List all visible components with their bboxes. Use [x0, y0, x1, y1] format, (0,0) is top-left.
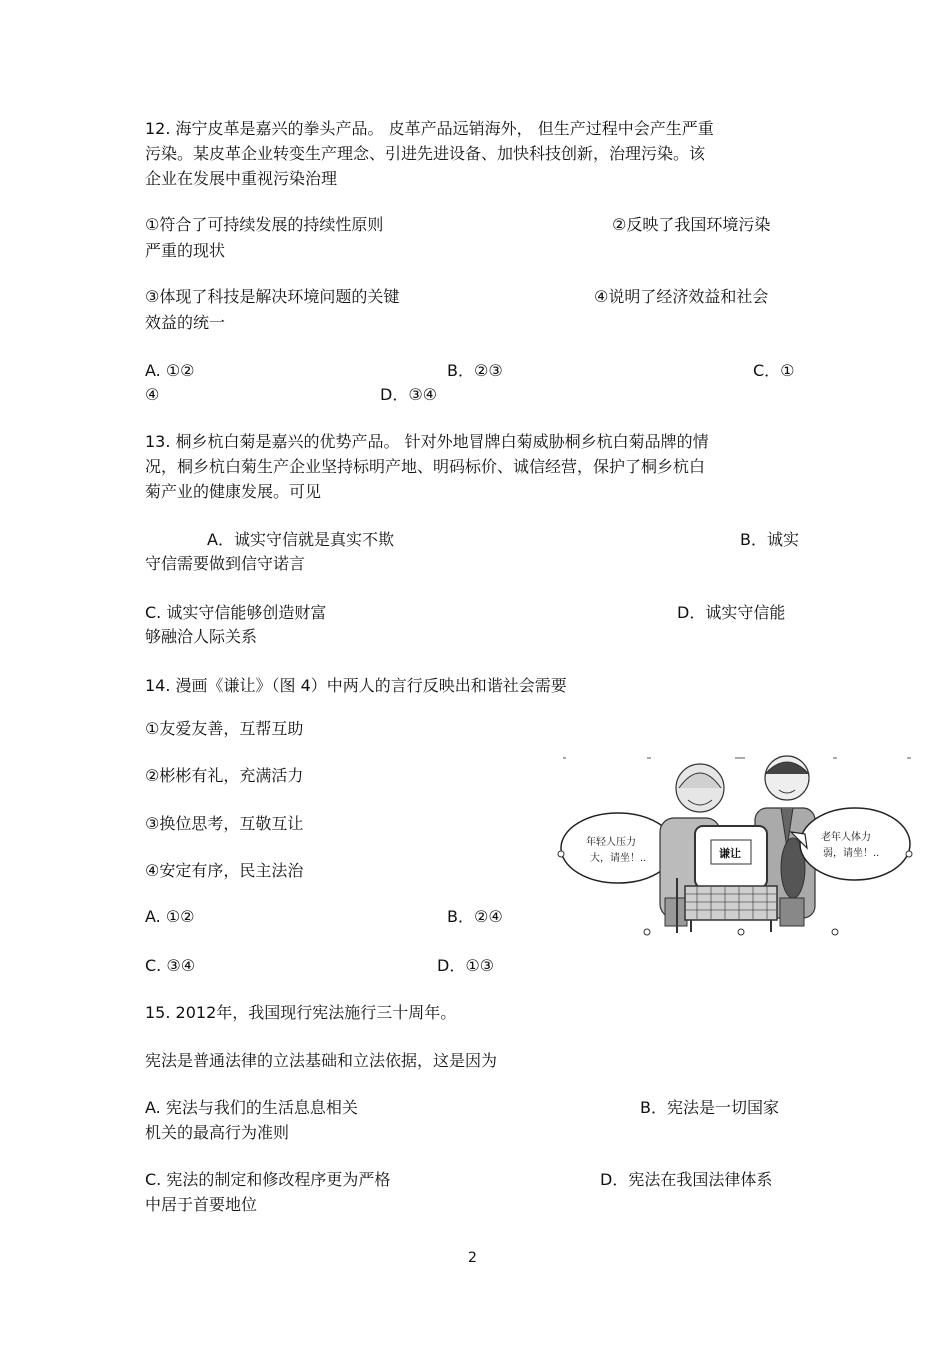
q15-stem: 15. 2012年，我国现行宪法施行三十周年。: [145, 1003, 457, 1022]
q14-statement-3: ③换位思考，互敬互让: [145, 814, 304, 833]
q15-option-b: B．宪法是一切国家: [640, 1098, 779, 1117]
left-bubble-line1: 年轻人压力: [586, 837, 636, 848]
q15-option-c: C. 宪法的制定和修改程序更为严格: [145, 1170, 391, 1189]
q12-option-d: D．③④: [380, 385, 438, 404]
q13-option-b: B．诚实: [740, 530, 799, 549]
seat-sign-text: 谦让: [719, 847, 741, 860]
q12-statement-3: ③体现了科技是解决环境问题的关键: [145, 287, 400, 306]
q15-stem-2: 宪法是普通法律的立法基础和立法依据，这是因为: [145, 1051, 498, 1070]
q13-option-a: A．诚实守信就是真实不欺: [207, 530, 394, 549]
page-number: 2: [468, 1250, 477, 1266]
right-bubble-line1: 老年人体力: [821, 832, 871, 843]
q14-option-d: D．①③: [437, 956, 495, 975]
q12-stem-line2: 污染。某皮革企业转变生产理念、引进先进设备、加快科技创新，治理污染。该: [145, 144, 706, 163]
q13-stem-line3: 菊产业的健康发展。可见: [145, 482, 322, 501]
q13-option-b-cont: 守信需要做到信守诺言: [145, 554, 306, 573]
q14-option-b: B．②④: [447, 907, 503, 926]
q14-statement-2: ②彬彬有礼，充满活力: [145, 766, 304, 785]
q15-option-d: D．宪法在我国法律体系: [600, 1170, 773, 1189]
q14-statement-1: ①友爱友善，互帮互助: [145, 719, 304, 738]
q12-statement-1: ①符合了可持续发展的持续性原则: [145, 215, 384, 234]
q12-statement-4-cont: 效益的统一: [145, 313, 226, 332]
cartoon-figure: [555, 748, 915, 940]
left-bubble-line2: 大，请坐！..: [590, 853, 647, 864]
q14-stem: 14. 漫画《谦让》（图 4）中两人的言行反映出和谐社会需要: [145, 676, 567, 695]
q15-option-d-cont: 中居于首要地位: [145, 1195, 258, 1214]
q13-stem-line2: 况，桐乡杭白菊生产企业坚持标明产地、明码标价、诚信经营，保护了桐乡杭白: [145, 457, 706, 476]
right-bubble-line2: 弱，请坐！..: [823, 848, 880, 859]
q12-statement-4: ④说明了经济效益和社会: [594, 287, 769, 306]
q14-statement-4: ④安定有序，民主法治: [145, 861, 304, 880]
q13-option-c: C. 诚实守信能够创造财富: [145, 603, 327, 622]
seat: [685, 826, 777, 932]
q13-option-d-cont: 够融洽人际关系: [145, 627, 258, 646]
q12-option-a: A. ①②: [145, 361, 195, 380]
q13-stem-line1: 13. 桐乡杭白菊是嘉兴的优势产品。 针对外地冒牌白菊威胁桐乡杭白菊品牌的情: [145, 432, 709, 451]
q15-option-a: A. 宪法与我们的生活息息相关: [145, 1098, 358, 1117]
q12-option-c-cont: ④: [145, 385, 160, 404]
q12-statement-2: ②反映了我国环境污染: [612, 215, 771, 234]
q12-stem-line3: 企业在发展中重视污染治理: [145, 169, 338, 188]
q12-stem-line1: 12. 海宁皮革是嘉兴的拳头产品。 皮革产品远销海外， 但生产过程中会产生严重: [145, 119, 714, 138]
q12-option-c: C．①: [753, 361, 795, 380]
q15-option-b-cont: 机关的最高行为准则: [145, 1123, 290, 1142]
q13-option-d: D．诚实守信能: [677, 603, 786, 622]
q14-option-a: A. ①②: [145, 907, 195, 926]
q12-statement-2-cont: 严重的现状: [145, 241, 226, 260]
q14-option-c: C. ③④: [145, 956, 196, 975]
q12-option-b: B．②③: [447, 361, 503, 380]
